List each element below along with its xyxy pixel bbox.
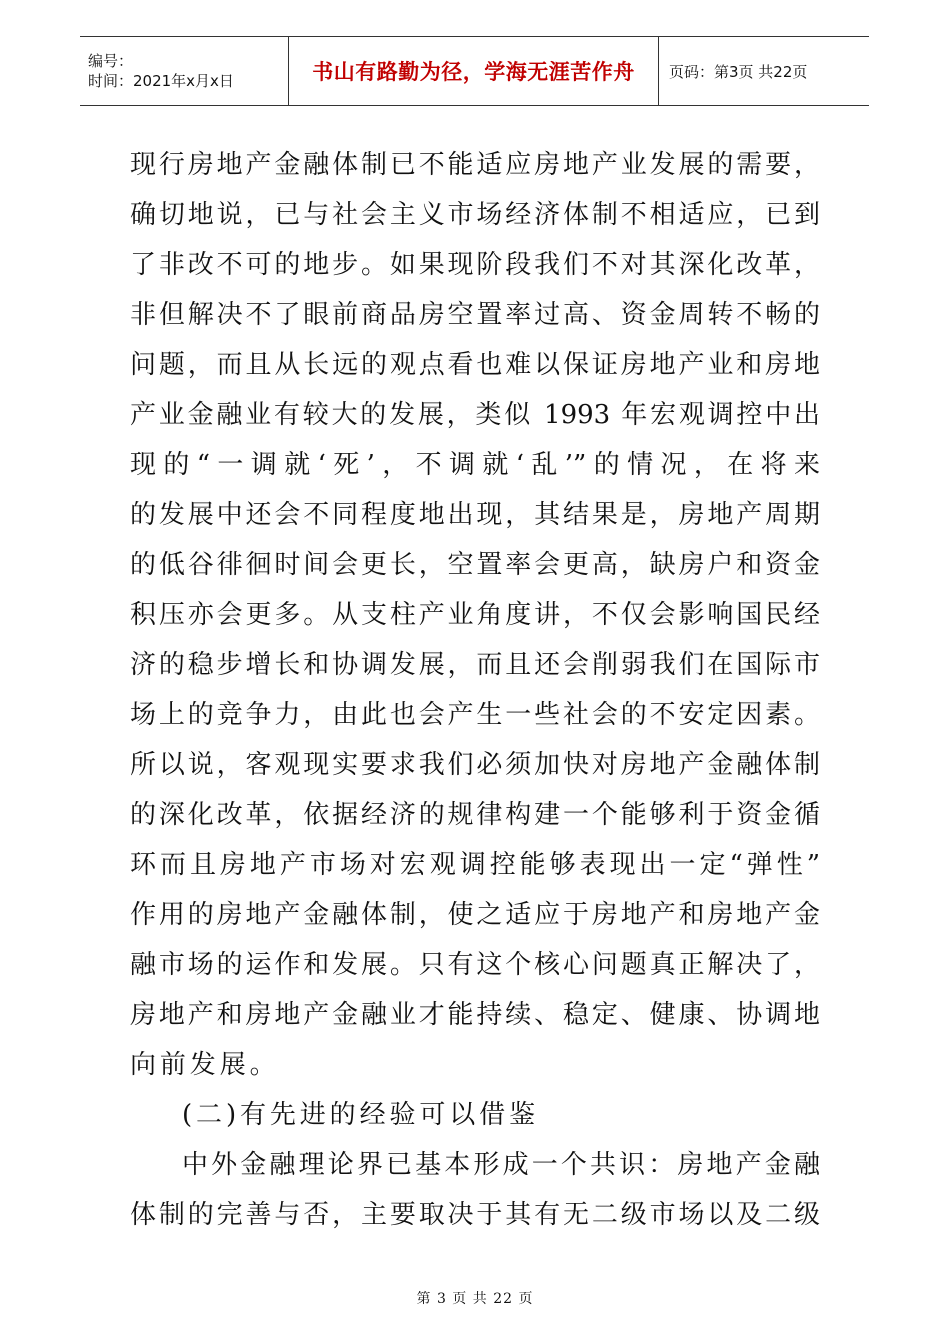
document-body xyxy=(130,140,820,1240)
body-line: 济的稳步增长和协调发展，而且还会削弱我们在国际市 xyxy=(130,650,820,680)
body-line: 的低谷徘徊时间会更长，空置率会更高，缺房户和资金 xyxy=(130,550,820,580)
body-line: 积压亦会更多。从支柱产业角度讲，不仅会影响国民经 xyxy=(130,600,820,630)
header-meta xyxy=(80,37,289,106)
header-page-code: 页码：第3页 共22页 xyxy=(659,37,870,106)
section-line: 体制的完善与否，主要取决于其有无二级市场以及二级 xyxy=(130,1200,820,1230)
header-motto: 书山有路勤为径，学海无涯苦作舟 xyxy=(289,37,659,106)
body-line: 问题，而且从长远的观点看也难以保证房地产业和房地 xyxy=(130,350,820,380)
body-line: 现行房地产金融体制已不能适应房地产业发展的需要， xyxy=(130,150,820,180)
body-line: 非但解决不了眼前商品房空置率过高、资金周转不畅的 xyxy=(130,300,820,330)
body-line: 确切地说，已与社会主义市场经济体制不相适应，已到 xyxy=(130,200,820,230)
body-line: 现的“一调就‘死’，不调就‘乱’”的情况，在将来 xyxy=(130,450,820,480)
body-line-last: 向前发展。 xyxy=(130,1050,280,1080)
body-line: 所以说，客观现实要求我们必须加快对房地产金融体制 xyxy=(130,750,820,780)
body-line: 产业金融业有较大的发展，类似 1993 年宏观调控中出 xyxy=(130,400,820,430)
body-line: 融市场的运作和发展。只有这个核心问题真正解决了， xyxy=(130,950,820,980)
body-line: 的深化改革，依据经济的规律构建一个能够利于资金循 xyxy=(130,800,820,830)
time-label: 时间：2021年x月x日 xyxy=(88,72,234,90)
body-line: 作用的房地产金融体制，使之适应于房地产和房地产金 xyxy=(130,900,820,930)
body-line: 环而且房地产市场对宏观调控能够表现出一定“弹性” xyxy=(130,850,820,880)
section-line: 中外金融理论界已基本形成一个共识：房地产金融 xyxy=(182,1150,820,1180)
body-line: 了非改不可的地步。如果现阶段我们不对其深化改革， xyxy=(130,250,820,280)
page-footer: 第 3 页 共 22 页 xyxy=(416,1291,534,1307)
serial-number-label: 编号： xyxy=(88,52,134,70)
page-header xyxy=(80,36,869,106)
body-line: 的发展中还会不同程度地出现，其结果是，房地产周期 xyxy=(130,500,820,530)
section-heading: (二)有先进的经验可以借鉴 xyxy=(182,1100,539,1130)
body-line: 房地产和房地产金融业才能持续、稳定、健康、协调地 xyxy=(130,1000,820,1030)
body-line: 场上的竞争力，由此也会产生一些社会的不安定因素。 xyxy=(130,700,820,730)
